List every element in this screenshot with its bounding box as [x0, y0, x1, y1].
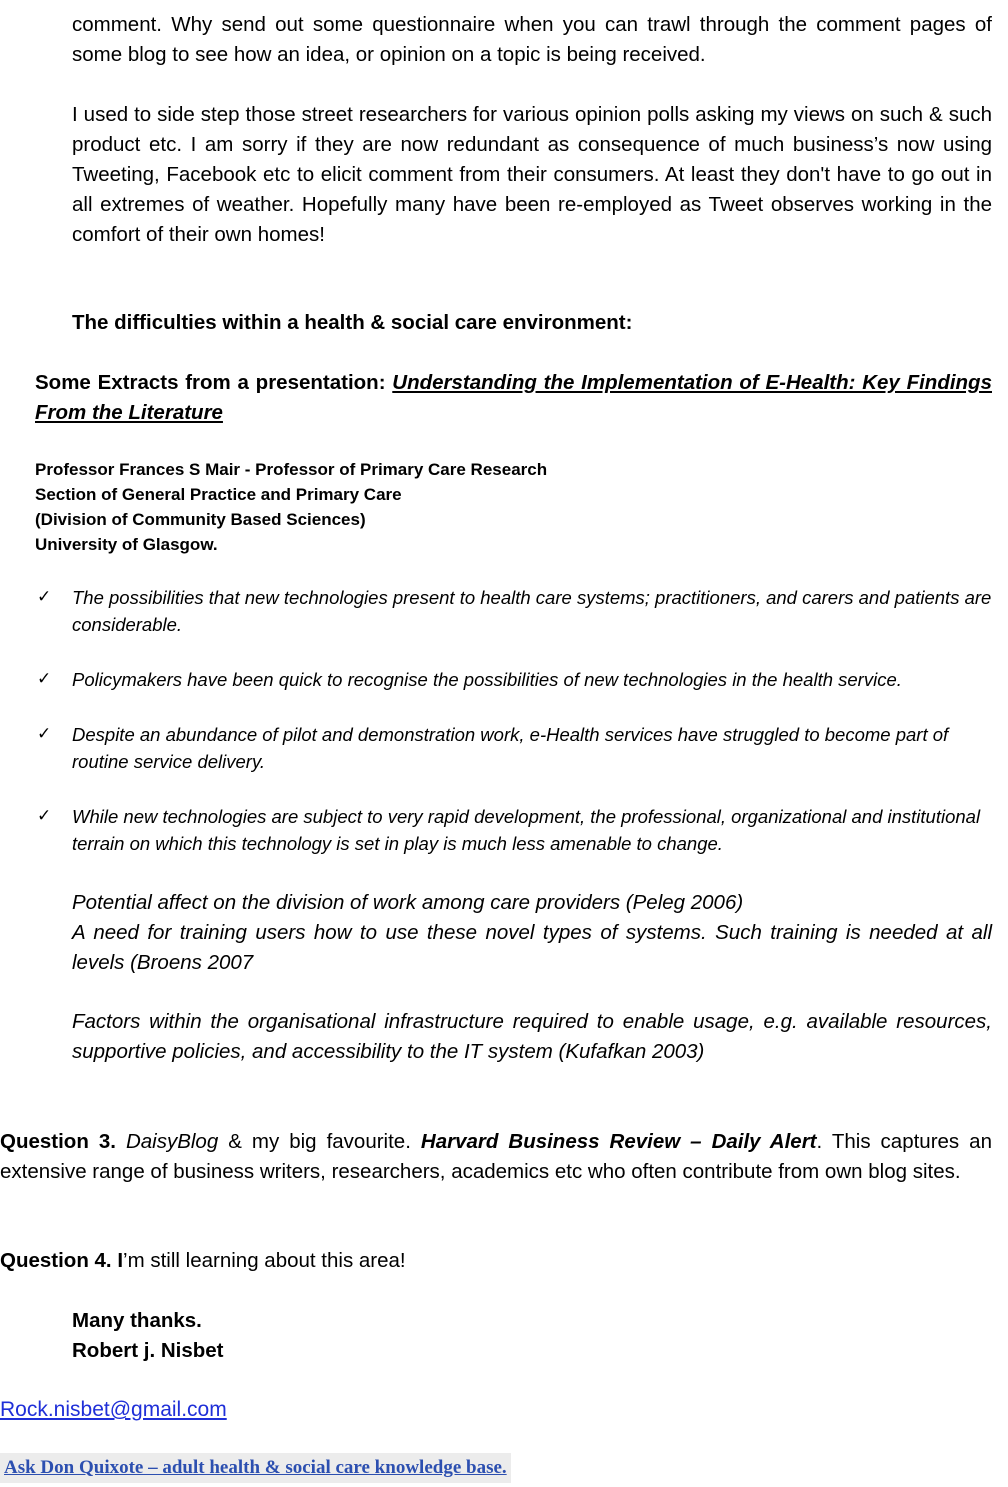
author-block [35, 457, 735, 557]
bullet-text: Policymakers have been quick to recognise the possibilities of new technologies in the health service. [72, 669, 902, 690]
checkmark-icon: ✓ [37, 669, 52, 689]
checkmark-icon: ✓ [37, 806, 52, 826]
note-division-of-work: Potential affect on the division of work among care providers (Peleg 2006) [72, 891, 744, 914]
signoff-name: Robert j. Nisbet [72, 1339, 224, 1362]
email-link[interactable]: Rock.nisbet@gmail.com [0, 1398, 227, 1421]
author-line: (Division of Community Based Sciences) [35, 510, 366, 529]
bullet-item [37, 803, 992, 857]
daisyblog: DaisyBlog [125, 1130, 219, 1153]
extract-title-link[interactable]: Understanding the Implementation of E-Health: Key Findings From the Literature [35, 371, 992, 424]
email-line [0, 1395, 227, 1425]
checkmark-icon: ✓ [37, 587, 52, 607]
bullet-text: The possibilities that new technologies present to health care systems; practitioners, and carers and patients are considerable. [72, 587, 992, 635]
bullet-item [37, 721, 992, 775]
author-line: Section of General Practice and Primary Care [35, 485, 402, 504]
checkmark-icon: ✓ [37, 724, 52, 744]
ask-don-quixote-link[interactable]: Ask Don Quixote – adult health & social care knowledge base. [4, 1457, 507, 1478]
question-3 [0, 1127, 992, 1187]
question-4-label: Question 4. I [0, 1249, 124, 1272]
paragraph-street-researchers: I used to side step those street researchers for various opinion polls asking my views on such & such product etc. I am sorry if they are now redundant as consequence of much business’s now using Tweeting, Facebook etc to elicit comment from their consumers. At least they don't have to go out in all extremes of weather. Hopefully many have been re-employed as Tweet observes working in the comfort of their own homes! [72, 103, 992, 246]
author-line: Professor Frances S Mair - Professor of Primary Care Research [35, 460, 548, 479]
hbr-daily-alert: Harvard Business Review – Daily Alert [420, 1130, 817, 1153]
section-heading: The difficulties within a health & social care environment: [72, 311, 633, 334]
question-3-rest: . This captures an extensive range of business writers, researchers, academics etc who often contribute from own blog sites. [0, 1130, 992, 1183]
question-4 [0, 1246, 992, 1276]
author-line: University of Glasgow. [35, 535, 218, 554]
bullet-text: While new technologies are subject to very rapid development, the professional, organizational and institutional terrain on which this technology is set in play is much less amenable to change. [72, 806, 981, 854]
paragraph-comment: comment. Why send out some questionnaire when you can trawl through the comment pages of some blog to see how an idea, or opinion on a topic is being received. [72, 13, 992, 66]
note-training: A need for training users how to use these novel types of systems. Such training is needed at all levels (Broens 2007 [72, 921, 992, 974]
bullet-text: Despite an abundance of pilot and demonstration work, e-Health services have struggled to become part of routine service delivery. [72, 724, 949, 772]
question-3-mid: & my big favourite. [228, 1130, 411, 1153]
extract-prefix: Some Extracts from a presentation: [35, 371, 386, 394]
question-4-text: ’m still learning about this area! [123, 1249, 406, 1272]
bullet-item [37, 666, 992, 693]
extract-title [35, 368, 992, 428]
signoff-thanks: Many thanks. [72, 1309, 202, 1332]
bullet-item [37, 584, 992, 638]
footer-link-box [0, 1453, 511, 1483]
question-3-label: Question 3. [0, 1130, 116, 1153]
note-infrastructure: Factors within the organisational infrastructure required to enable usage, e.g. available resources, supportive policies, and accessibility to the IT system (Kufafkan 2003) [72, 1010, 992, 1063]
